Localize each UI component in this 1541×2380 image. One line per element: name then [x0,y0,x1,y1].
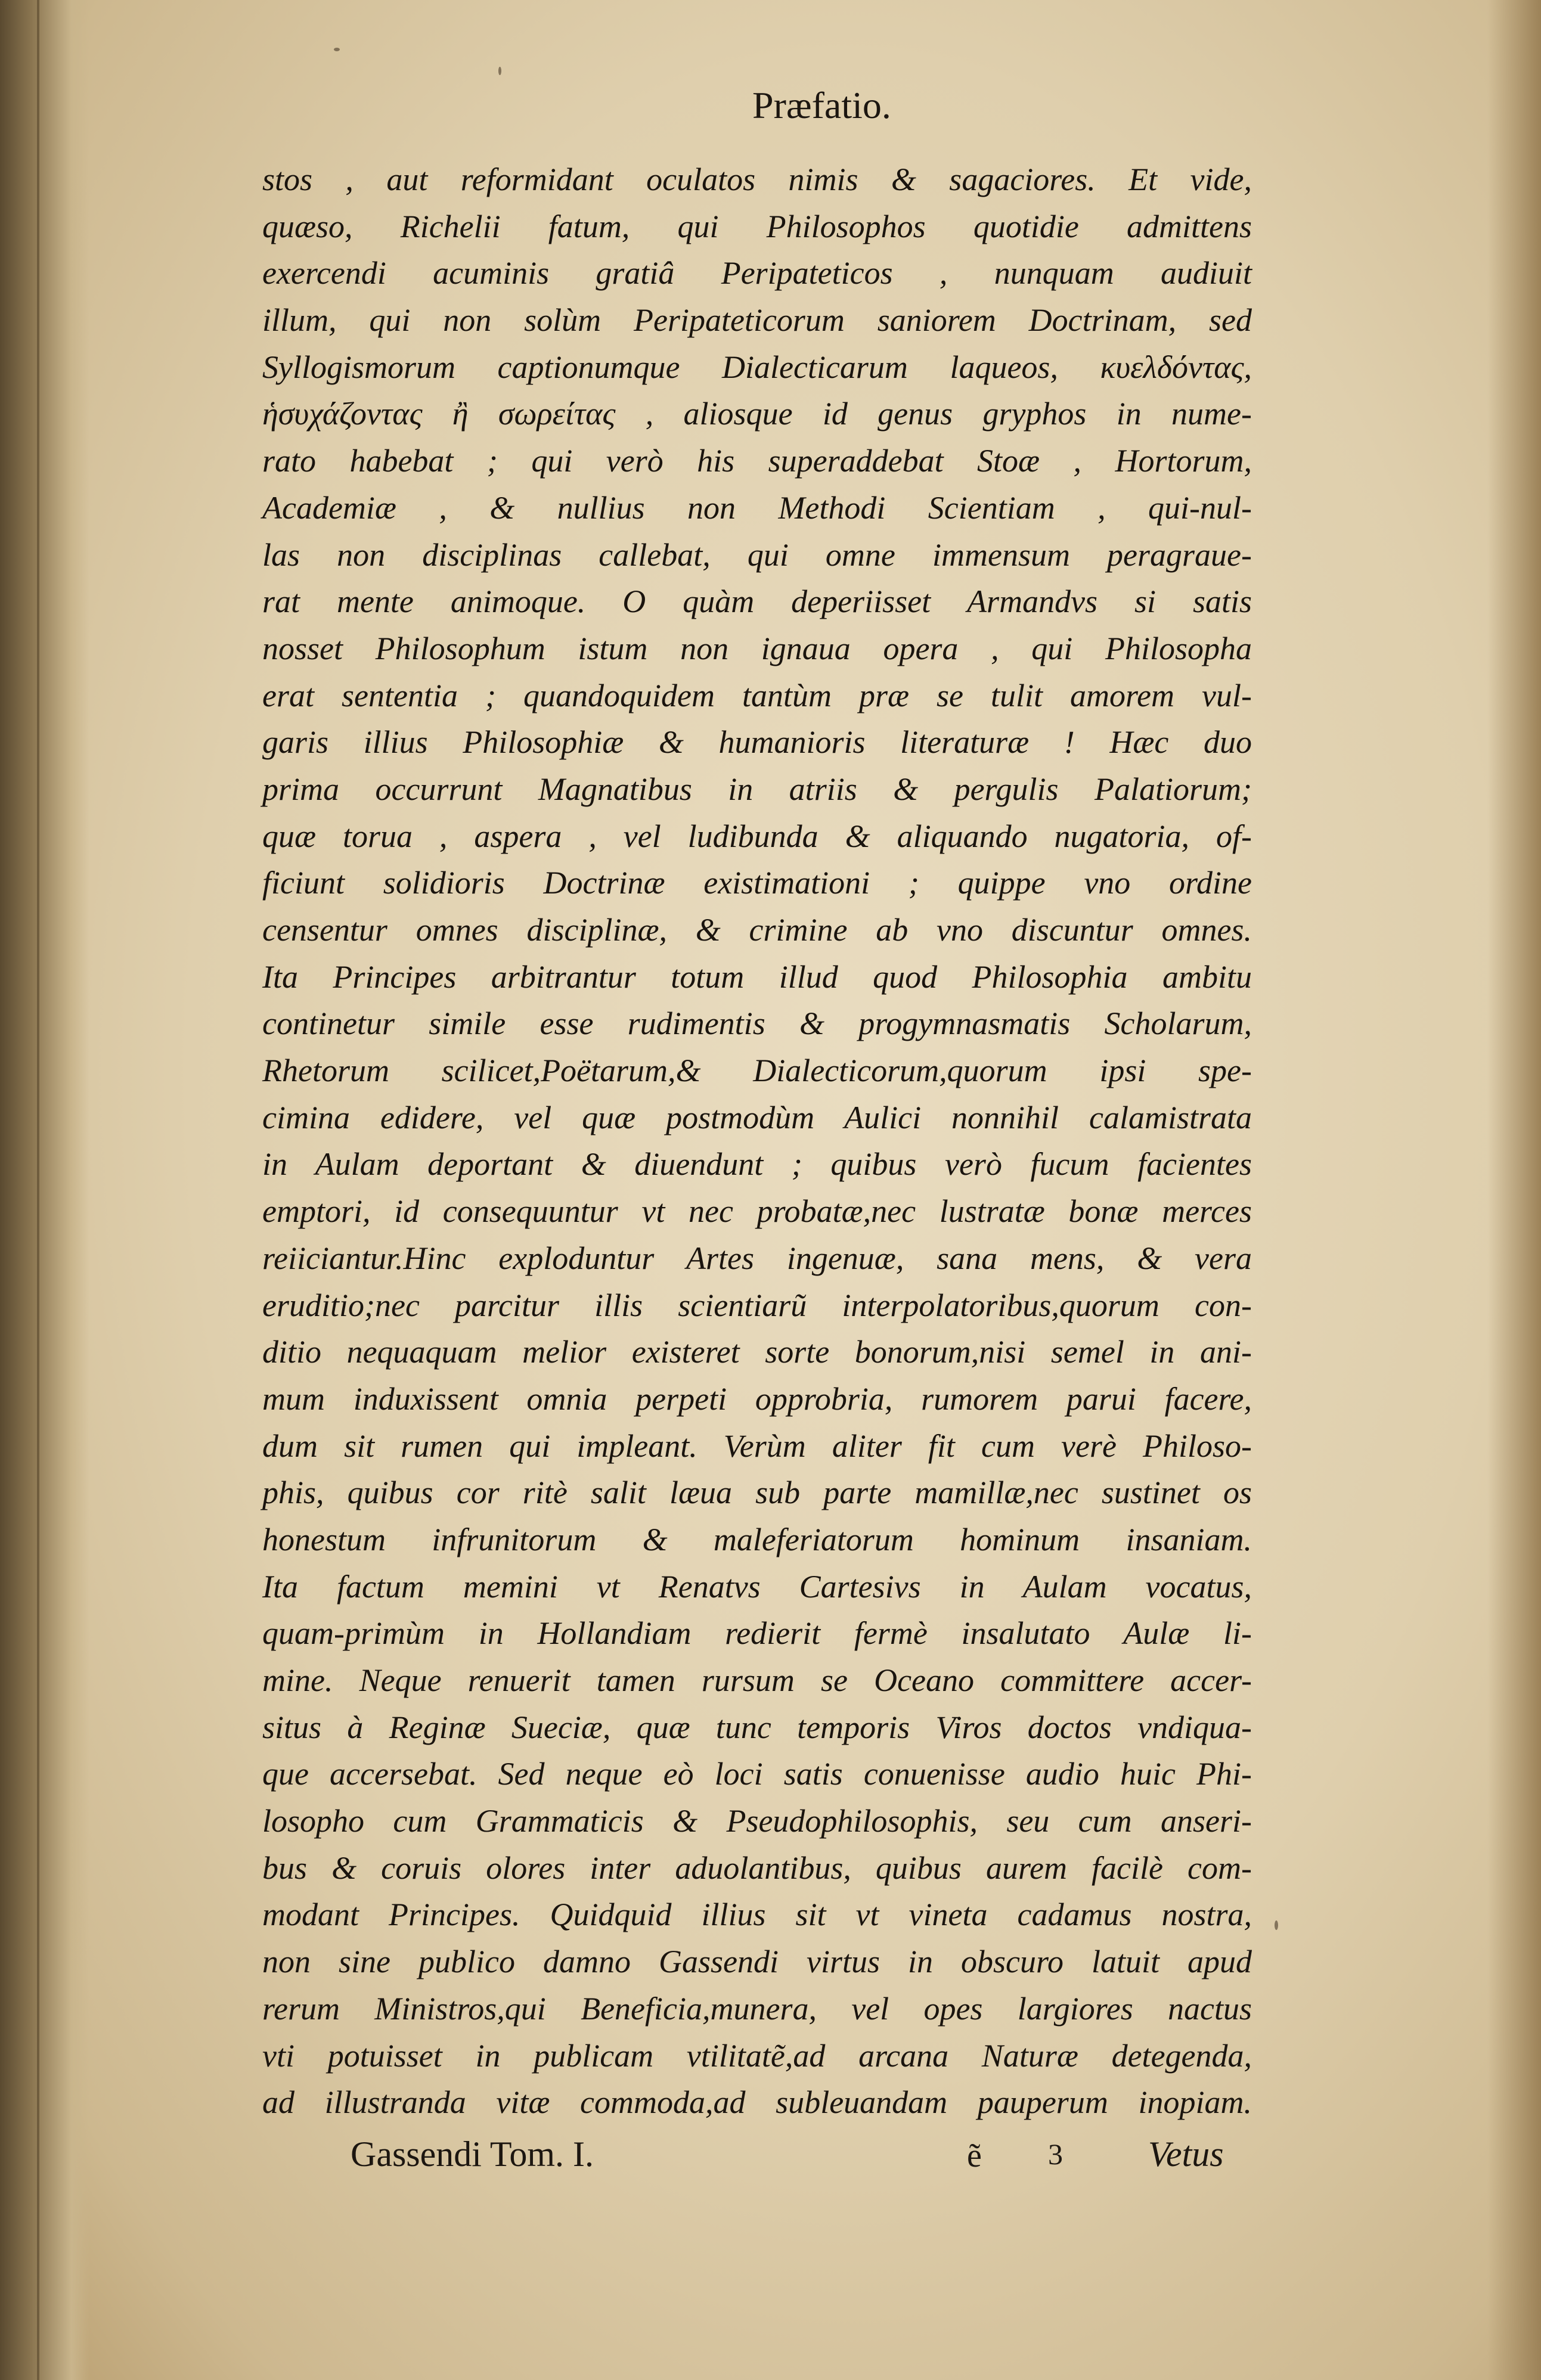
text-line: phis, quibus cor ritè salit læua sub parte mamillæ,nec sustinet os [262,1475,1252,1511]
text-line: exercendi acuminis gratiâ Peripateticos , nunquam audiuit [262,255,1252,291]
text-line: quam-primùm in Hollandiam redierit fermè insalutato Aulæ li- [262,1615,1252,1652]
text-line: modant Principes. Quidquid illius sit vt vineta cadamus nostra, [262,1897,1252,1933]
signature-number: 3 [1048,2137,1063,2171]
text-line: Academiæ , & nullius non Methodi Scientiam , qui-nul- [262,489,1252,526]
text-line: Syllogismorum captionumque Dialecticarum laqueos, κυελδόντας, [262,349,1252,385]
text-line: garis illius Philosophiæ & humanioris literaturæ ! Hæc duo [262,724,1252,761]
ink-speck [498,67,501,75]
text-line: continetur simile esse rudimentis & progymnasmatis Scholarum, [262,1006,1252,1042]
text-line: ditio nequaquam melior existeret sorte bonorum,nisi semel in ani- [262,1334,1252,1370]
text-line: quæ torua , aspera , vel ludibunda & aliquando nugatoria, of- [262,818,1252,854]
text-line: rato habebat ; qui verò his superaddebat Stoæ , Hortorum, [262,443,1252,479]
text-line: nosset Philosophum istum non ignaua opera , qui Philosopha [262,630,1252,666]
text-line: dum sit rumen qui impleant. Verùm aliter fit cum verè Philoso- [262,1428,1252,1464]
text-line: ἡσυχάζοντας ἢ σωρείτας , aliosque id genus gryphos in nume- [262,396,1252,432]
text-line: honestum infrunitorum & maleferiatorum hominum insaniam. [262,1521,1252,1557]
text-line: cimina edidere, vel quæ postmodùm Aulici nonnihil calamistrata [262,1099,1252,1135]
text-line: stos , aut reformidant oculatos nimis & sagaciores. Et vide, [262,162,1252,197]
running-head: Præfatio. [752,84,891,126]
text-line: emptori, id consequuntur vt nec probatæ,nec lustratæ bonæ merces [262,1193,1252,1230]
text-line: reiiciantur.Hinc exploduntur Artes ingenuæ, sana mens, & vera [262,1240,1252,1276]
body-text [262,156,1252,2126]
text-line: non sine publico damno Gassendi virtus in obscuro latuit apud [262,1944,1252,1980]
text-line: bus & coruis olores inter aduolantibus, quibus aurem facilè com- [262,1850,1252,1886]
signature-mark: ẽ [967,2137,982,2174]
binding-fold [37,0,39,2380]
text-line: ad illustranda vitæ commoda,ad subleuandam pauperum inopiam. [262,2084,1252,2121]
ink-speck [1275,1920,1278,1930]
text-line: Ita Principes arbitrantur totum illud quod Philosophia ambitu [262,958,1252,995]
text-line: rerum Ministros,qui Beneficia,munera, vel opes largiores nactus [262,1990,1252,2027]
text-line: in Aulam deportant & diuendunt ; quibus verò fucum facientes [262,1146,1252,1183]
text-line: illum, qui non solùm Peripateticorum saniorem Doctrinam, sed [262,302,1252,339]
text-line: prima occurrunt Magnatibus in atriis & pergulis Palatiorum; [262,771,1252,807]
text-line: ficiunt solidioris Doctrinæ existimationi ; quippe vno ordine [262,865,1252,901]
text-line: rat mente animoque. O quàm deperiisset Armandvs si satis [262,584,1252,620]
text-line: situs à Reginæ Sueciæ, quæ tunc temporis Viros doctos vndiqua- [262,1709,1252,1745]
catchword: Vetus [1148,2134,1224,2174]
page-edge-shadow [1487,0,1541,2380]
text-line: Rhetorum scilicet,Poëtarum,& Dialecticorum,quorum ipsi spe- [262,1053,1252,1089]
text-line: las non disciplinas callebat, qui omne immensum peragraue- [262,536,1252,573]
text-line: censentur omnes disciplinæ, & crimine ab vno discuntur omnes. [262,912,1252,948]
text-line: mine. Neque renuerit tamen rursum se Oceano committere accer- [262,1662,1252,1698]
text-line: quæso, Richelii fatum, qui Philosophos quotidie admittens [262,208,1252,244]
signature-line: Gassendi Tom. I. [351,2134,594,2174]
text-line: que accersebat. Sed neque eò loci satis conuenisse audio huic Phi- [262,1756,1252,1792]
text-line: erat sententia ; quandoquidem tantùm præ se tulit amorem vul- [262,677,1252,713]
text-line: Ita factum memini vt Renatvs Cartesivs in Aulam vocatus, [262,1568,1252,1605]
text-line: vti potuisset in publicam vtilitatẽ,ad arcana Naturæ detegenda, [262,2037,1252,2074]
text-line: losopho cum Grammaticis & Pseudophilosophis, seu cum anseri- [262,1803,1252,1839]
page-gutter [0,0,89,2380]
text-line: eruditio;nec parcitur illis scientiarũ interpolatoribus,quorum con- [262,1287,1252,1323]
text-line: mum induxissent omnia perpeti opprobria, rumorem parui facere, [262,1380,1252,1417]
ink-speck [334,48,340,51]
